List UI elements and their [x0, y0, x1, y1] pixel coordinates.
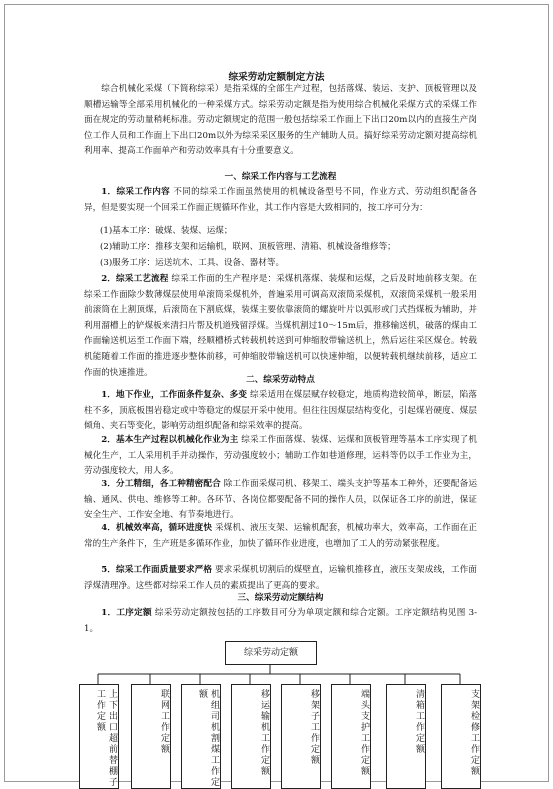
section-2-3-heading: 3．分工精细，各工种精密配合: [101, 479, 221, 489]
diagram-node-2: 联网工作定额: [131, 684, 171, 789]
section-2-3-text: 除工作面采煤司机、移架工、端头支护等基本工种外，还要配备运输、通风、供电、维修等工种。各环节、各岗位都要配备不同的操作人员，以保证各工序的前进，保证安全生产、工作安全地、有节奏地进行。: [84, 479, 477, 521]
list-item-auxiliary: (2)辅助工序：推移支架和运输机，联网、顶板管理、清箱、机械设备维修等；: [100, 242, 396, 252]
section-1-2-text: 综采工作面的生产程序是：采煤机落煤、装煤和运煤，之后及时地前移支架。在综采工作面除少数薄煤层使用单滚筒采煤机外，普遍采用可调高双滚筒采煤机，双滚筒采煤机一般采用前滚筒在上割顶煤，后滚筒在下割底煤，装煤主要依靠滚筒的螺旋叶片以弧形或门式挡煤板为辅助，并利用溜槽上的铲煤板来清扫片帮及机道残留浮煤。当煤机割过10～15m后，推移输送机，破落的煤由工作面输送机运至工作面下端，经顺槽桥式转载机转送到可伸缩胶带输送机上，然后运往采区煤仓。转载机能随着工作面的推进逐步整体前移，可伸缩胶带输送机可以快速伸缩，以便转载机继续前移，适应工作面的快速推进。: [84, 274, 477, 378]
section-2-5-heading: 5．综采工作面质量要求严格: [101, 565, 213, 575]
section-2-1-text: 综采适用在煤层赋存较稳定，地质构造较简单，断层，陷落柱不多，顶底板围岩稳定或中等稳定的煤层开采中使用。但往往因煤层结构变化，引起煤岩硬度、煤层倾角、夹石等变化，影响劳动组织配备和综采效率的提高。: [84, 390, 477, 432]
section-2-4-text: 采煤机、液压支架、运输机配套，机械功率大，效率高，工作面在正常的生产条件下，生产班是多循环作业，加快了循环作业进度，也增加了工人的劳动紧张程度。: [84, 523, 477, 549]
diagram-node-3: 机组司机割煤工作定额: [181, 684, 221, 789]
diagram-node-1: 上下出口超前替棚子工作定额: [79, 684, 119, 789]
section-3-heading: 三、综采劳动定额结构: [237, 593, 324, 603]
section-2-1-heading: 1．地下作业，工作面条件复杂、多变: [101, 390, 248, 400]
list-item-service: (3)服务工序：运送坑木、工具、设备、器材等。: [100, 258, 285, 268]
section-2-heading: 二、综采劳动特点: [246, 375, 315, 385]
diagram-node-5: 移架子工作定额: [281, 684, 321, 789]
diagram-node-8: 支架检修工作定额: [441, 684, 481, 789]
intro-paragraph: 综合机械化采煤（下简称综采）是指采煤的全部生产过程，包括落煤、装运、支护、顶板管理以及顺槽运输等全部采用机械化的一种采煤方式。综采劳动定额是指为使用综合机械化采煤方式的采煤工作面在规定的劳动量稍耗标准。劳动定额规定的范围一般包括综采工作面上下出口20m以内的直接生产岗位工作人员和工作面上下出口20m以外为综采采区服务的生产辅助人员。搞好综采劳动定额对提高综机利用率、提高工作面单产和劳动效率具有十分重要意义。: [84, 84, 477, 157]
section-1-2-heading: 2．综采工艺流程: [101, 274, 169, 284]
section-2-2-heading: 2．基本生产过程以机械化作业为主: [101, 435, 239, 445]
diagram-node-6: 端头支护工作定额: [331, 684, 371, 789]
diagram-node-4: 移运输机工作定额: [231, 684, 271, 789]
section-1-1-text: 不同的综采工作面虽然使用的机械设备型号不同，作业方式、劳动组织配备各异，但是要实现一个回采工作面正规循环作业，其工作内容是大致相同的，按工序可分为：: [84, 187, 478, 213]
list-item-basic: (1)基本工序：破煤、装煤、运煤；: [100, 226, 233, 236]
diagram-node-7: 清箱工作定额: [386, 684, 426, 789]
section-1-heading: 一、综采工作内容与工艺流程: [224, 172, 337, 182]
section-2-4-heading: 4．机械效率高，循环进度快: [101, 523, 213, 533]
section-2-5-text: 要求采煤机切割后的煤壁直，运输机推移直，液压支架成线，工作面浮煤清理净。这些都对综采工作人员的素质提出了更高的要求。: [84, 565, 477, 591]
diagram-root-box: 综采劳动定额: [225, 641, 317, 665]
section-1-1-heading: 1．综采工作内容: [101, 187, 171, 197]
section-3-1-text: 综采劳动定额按包括的工序数目可分为单项定额和综合定额。工序定额结构见图 3-1。: [84, 608, 478, 634]
document-title: 综采劳动定额制定方法: [228, 72, 325, 83]
section-2-2-text: 综采工作面落煤、装煤、运煤和顶板管理等基本工序实现了机械化生产，工人采用机手并动操作，劳动强度较小；辅助工作如巷道修理，运料等仍以手工作业为主，劳动强度较大，用人多。: [84, 435, 477, 477]
section-3-1-heading: 1．工序定额: [101, 608, 152, 618]
